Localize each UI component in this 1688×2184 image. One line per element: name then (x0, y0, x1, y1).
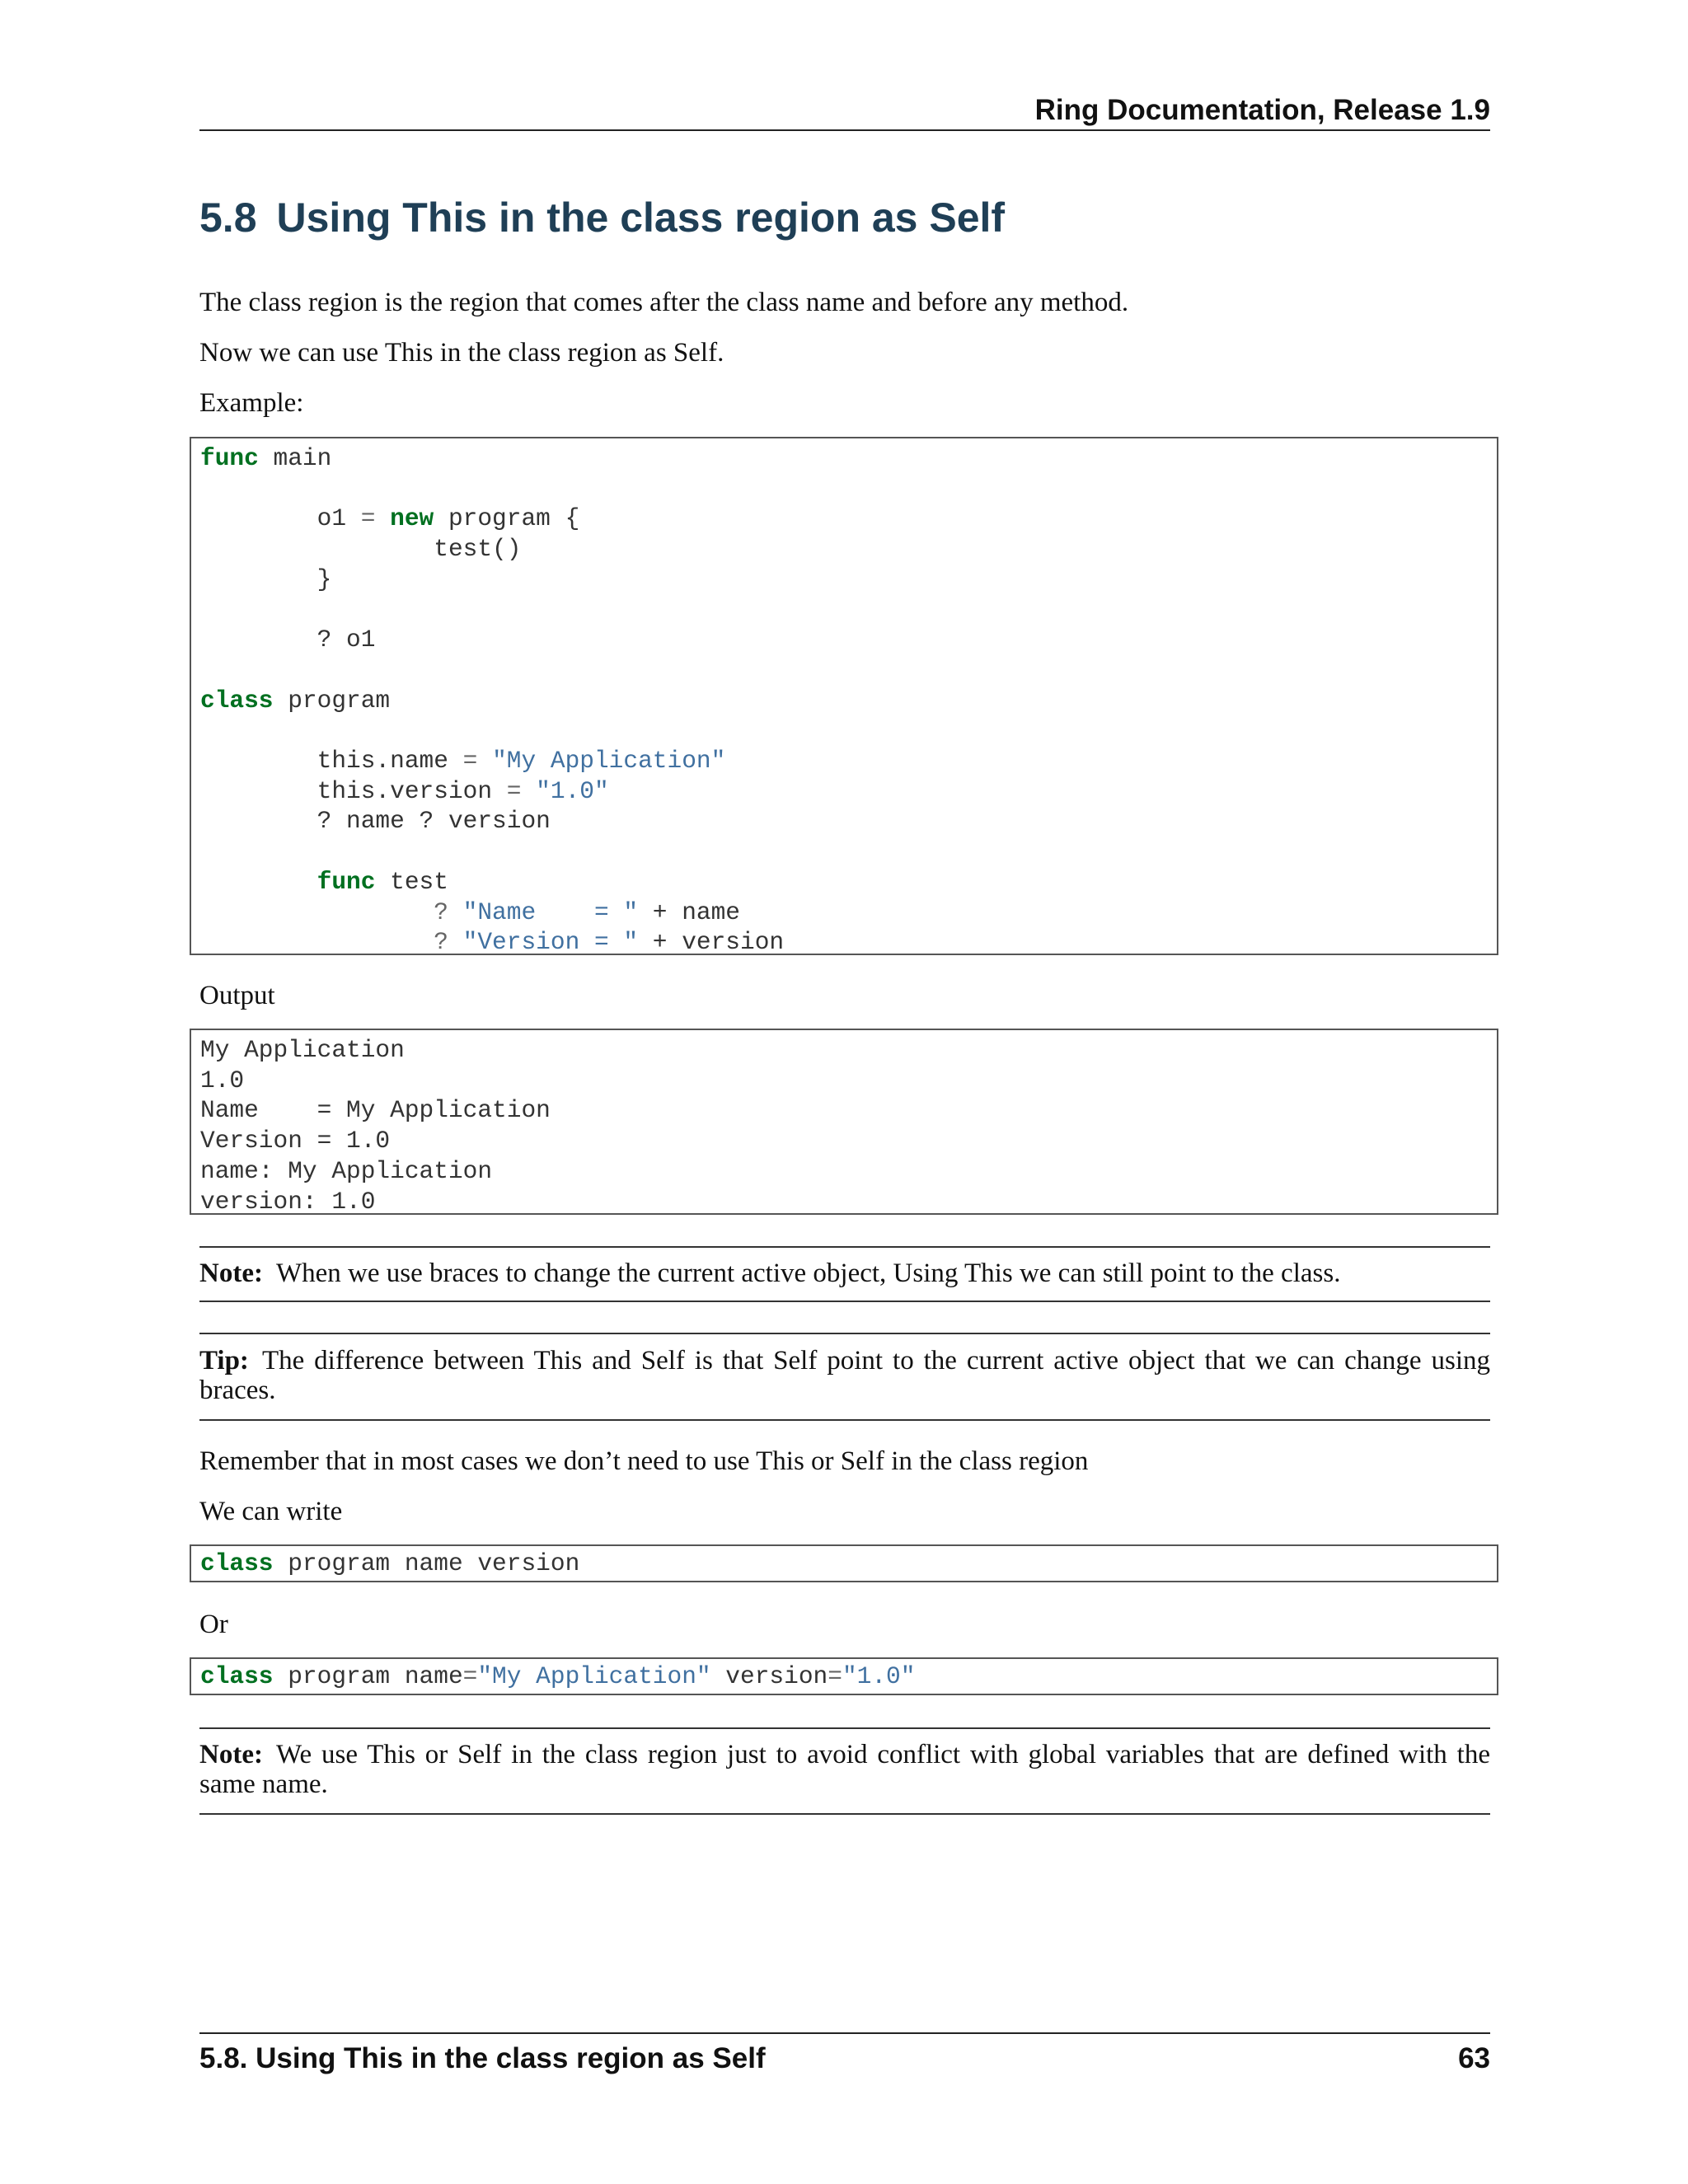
output-block (190, 1029, 1498, 1215)
section-heading (199, 191, 1005, 244)
paragraph-example-label: Example: (199, 388, 304, 418)
output-line: version: 1.0 (200, 1187, 376, 1215)
note-braces (199, 1246, 1490, 1302)
page-number: 63 (1458, 2042, 1490, 2074)
note-label: Note: (199, 1258, 263, 1288)
paragraph-class-region: The class region is the region that comes after the class name and before any method. (199, 288, 1129, 317)
output-line: name: My Application (200, 1156, 493, 1185)
paragraph-output-label: Output (199, 981, 275, 1010)
footer-rule (199, 2032, 1490, 2034)
paragraph-we-can-write: We can write (199, 1497, 343, 1526)
footer-section-title: 5.8. Using This in the class region as Self (199, 2042, 766, 2074)
code-class-shorthand: class program name version (190, 1544, 1498, 1582)
output-line: Name = My Application (200, 1096, 551, 1125)
paragraph-or: Or (199, 1610, 228, 1639)
output-line: My Application (200, 1036, 405, 1064)
section-title: Using This in the class region as Self (276, 194, 1006, 241)
running-header: Ring Documentation, Release 1.9 (1034, 94, 1490, 126)
header-rule (199, 129, 1490, 131)
tip-text: The difference between This and Self is that Self point to the current active object that we can change using braces. (199, 1346, 1490, 1405)
code-class-with-values: class program name="My Application" version="1.0" (190, 1657, 1498, 1695)
note-label: Note: (199, 1740, 263, 1769)
note-text: When we use braces to change the current active object, Using This we can still point to the class. (275, 1258, 1341, 1288)
tip-this-vs-self (199, 1333, 1490, 1421)
output-line: 1.0 (200, 1066, 245, 1094)
note-global-conflict (199, 1727, 1490, 1815)
output-line: Version = 1.0 (200, 1127, 391, 1155)
section-number: 5.8 (199, 194, 257, 241)
note-text: We use This or Self in the class region just to avoid conflict with global variables that are defined with the same name. (199, 1740, 1490, 1799)
paragraph-remember: Remember that in most cases we don’t need to use This or Self in the class region (199, 1446, 1089, 1476)
code-example-block: func main o1 = new program { test() } ? o1 class program this.name = "My Application" this.version = "1.0" ? name ? version func test ? "Name = " + name ? "Version = " + version (190, 437, 1498, 955)
paragraph-this-as-self: Now we can use This in the class region as Self. (199, 338, 724, 368)
tip-label: Tip: (199, 1346, 249, 1376)
